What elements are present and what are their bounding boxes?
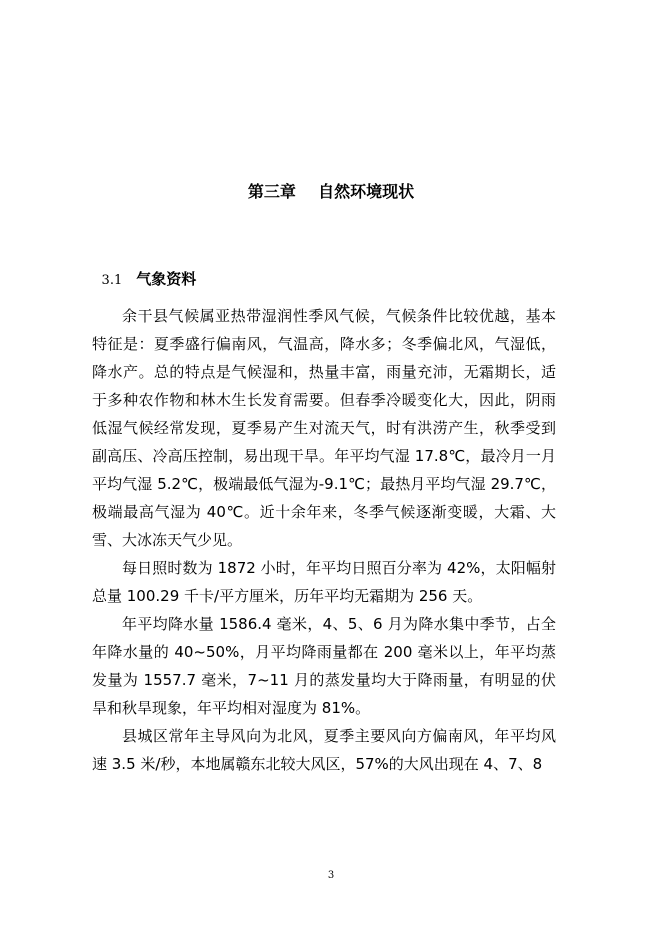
page-number: 3 — [327, 870, 335, 881]
paragraph-sunshine: 每日照时数为 1872 小时，年平均日照百分率为 42%，太阳幅射总量 100.29 千卡/平方厘米，历年平均无霜期为 256 天。 — [92, 559, 556, 605]
section-number: 3.1 — [101, 273, 123, 288]
chapter-title: 第三章 自然环境现状 — [247, 182, 415, 201]
section-title: 气象资料 — [136, 270, 197, 288]
paragraph-climate-overview: 余干县气候属亚热带湿润性季风气候，气候条件比较优越，基本特征是：夏季盛行偏南风，气温高，降水多；冬季偏北风，气湿低，降水产。总的特点是气候湿和，热量丰富，雨量充沛，无霜期长，适于多种农作物和林木生长发育需要。但春季冷暖变化大，因此，阴雨低湿气候经常发现，夏季易产生对流天气，时有洪涝产生，秋季受到副高压、冷高压控制，易出现干旱。年平均气湿 17.8℃，最冷月一月平均气湿 5.2℃，极端最低气湿为-9.1℃；最热月平均气湿 29.7℃，极端最高气湿为 40℃。近十余年来，冬季气候逐渐变暖，大霜、大雪、大冰冻天气少见。 — [92, 307, 556, 549]
paragraph-wind: 县城区常年主导风向为北风，夏季主要风向方偏南风，年平均风速 3.5 米/秒，本地属赣东北较大风区，57%的大风出现在 4、7、8 — [92, 727, 556, 773]
section-heading — [92, 246, 196, 292]
body-text — [92, 302, 556, 778]
paragraph-precipitation: 年平均降水量 1586.4 毫米，4、5、6 月为降水集中季节，占全年降水量的 40~50%，月平均降雨量都在 200 毫米以上，年平均蒸发量为 1557.7 毫米，7~11 月的蒸发量均大于降雨量，有明显的伏旱和秋旱现象，年平均相对湿度为 81%。 — [92, 615, 556, 717]
